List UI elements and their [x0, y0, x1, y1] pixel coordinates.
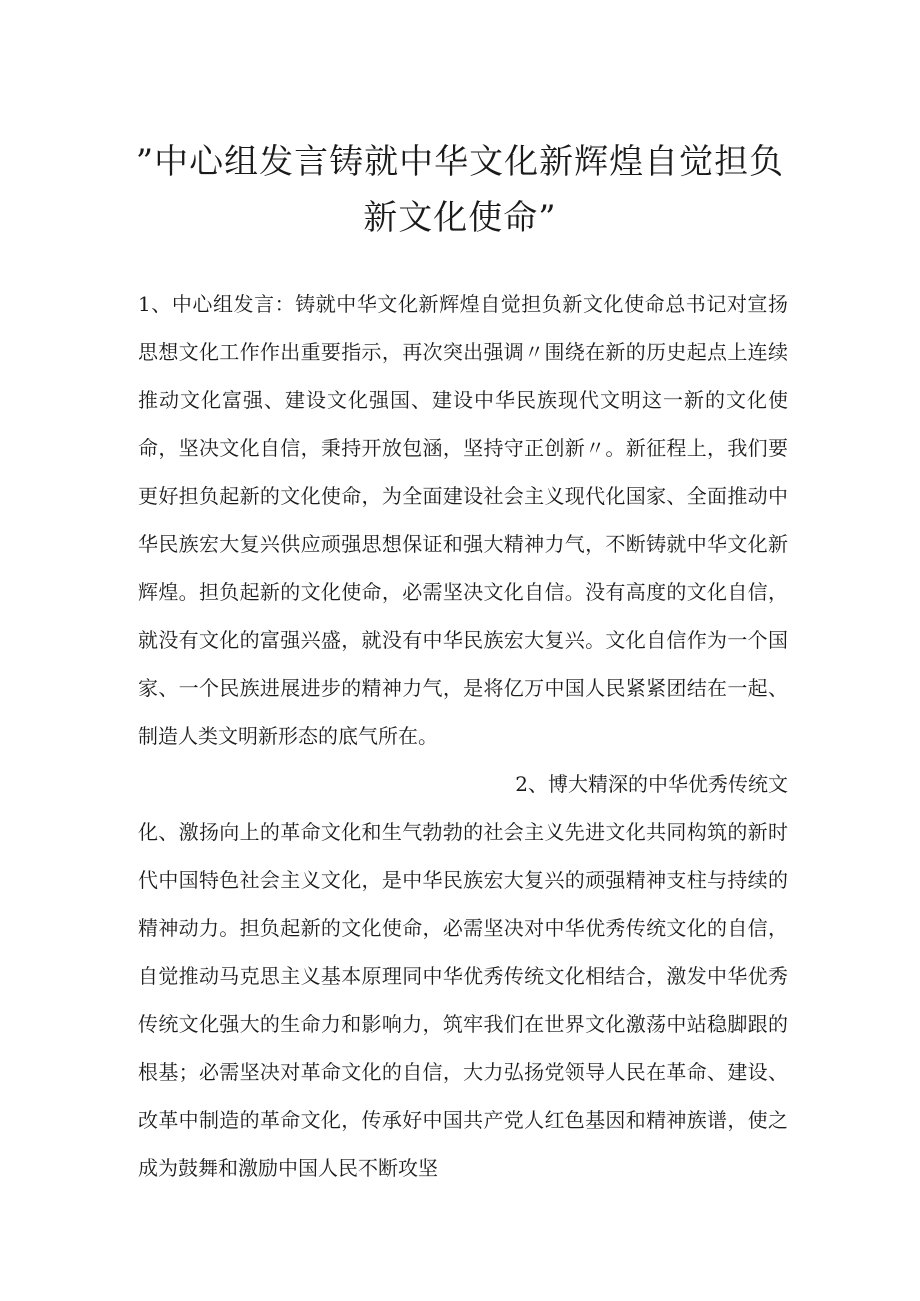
document-title-line-1: ”中心组发言铸就中华文化新辉煌自觉担负 [135, 142, 785, 182]
paragraph-2-first-line: 2、博大精深的中华优秀传统文 [515, 772, 788, 796]
paragraph-2-body: 化、激扬向上的革命文化和生气勃勃的社会主义先进文化共同构筑的新时代中国特色社会主义文化，是中华民族宏大复兴的顽强精神支柱与持续的精神动力。担负起新的文化使命，必需坚决对中华优秀传统文化的自信，自觉推动马克思主义基本原理同中华优秀传统文化相结合，激发中华优秀传统文化强大的生命力和影响力，筑牢我们在世界文化激荡中站稳脚跟的根基；必需坚决对革命文化的自信，大力弘扬党领导人民在革命、建设、改革中制造的革命文化，传承好中国共产党人红色基因和精神族谱，使之成为鼓舞和激励中国人民不断攻坚 [138, 820, 788, 1180]
document-title-line-2: 新文化使命” [363, 198, 557, 238]
paragraph-1: 1、中心组发言：铸就中华文化新辉煌自觉担负新文化使命总书记对宣扬思想文化工作作出重要指示，再次突出强调〃围绕在新的历史起点上连续推动文化富强、建设文化强国、建设中华民族现代文明这一新的文化使命，坚决文化自信，秉持开放包涵，坚持守正创新〃。新征程上，我们要更好担负起新的文化使命，为全面建设社会主义现代化国家、全面推动中华民族宏大复兴供应顽强思想保证和强大精神力气，不断铸就中华文化新辉煌。担负起新的文化使命，必需坚决文化自信。没有高度的文化自信，就没有文化的富强兴盛，就没有中华民族宏大复兴。文化自信作为一个国家、一个民族进展进步的精神力气，是将亿万中国人民紧紧团结在一起、制造人类文明新形态的底气所在。 [138, 292, 788, 748]
